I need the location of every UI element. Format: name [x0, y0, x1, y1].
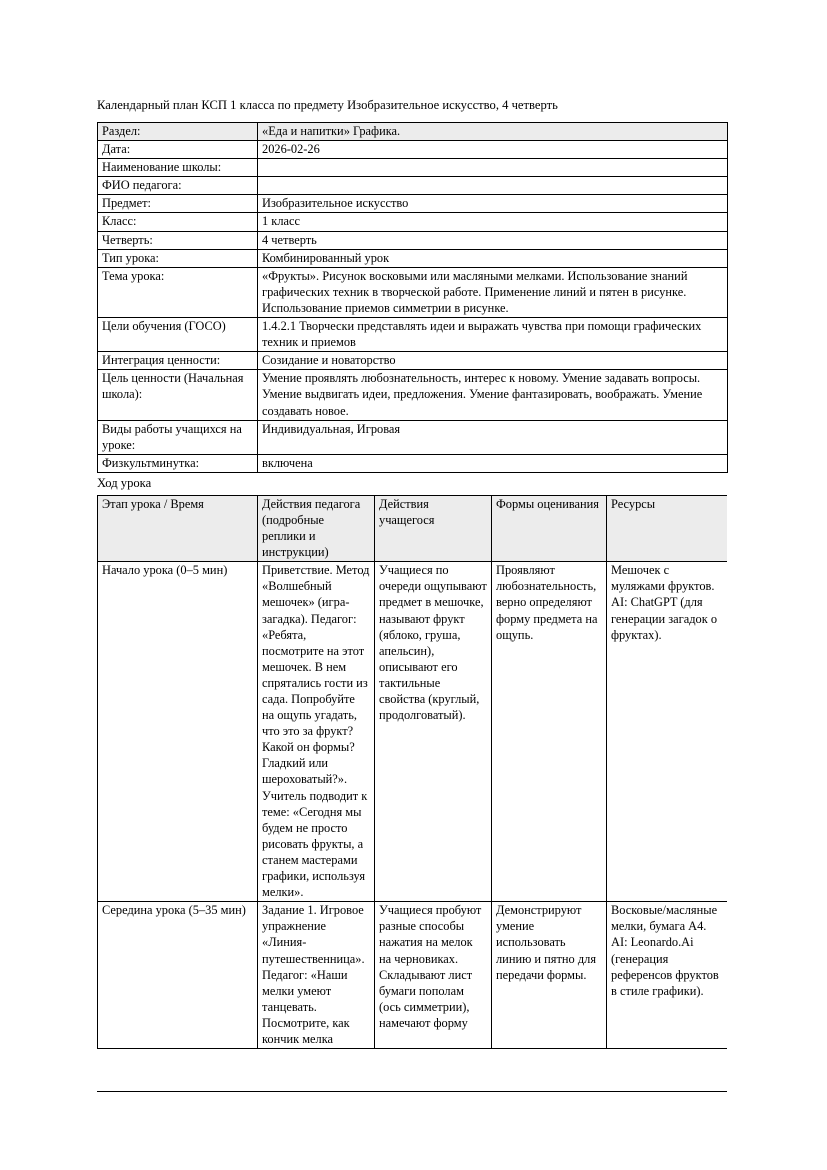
resources-cell: Восковые/масляные мелки, бумага A4. AI: Leonardo.Ai (генерация референсов фруктов в стиле графики).	[607, 902, 728, 1049]
teacher-actions-cell: Приветствие. Метод «Волшебный мешочек» (игра-загадка). Педагог: «Ребята, посмотрите на этот мешочек. В нем спрятались гости из сада. Попробуйте на ощупь угадать, что это за фрукт? Какой он формы? Гладкий или шероховатый?». Учитель подводит к теме: «Сегодня мы будем не просто рисовать фрукты, а станем мастерами графики, используя мелки».	[258, 562, 375, 902]
table-row	[98, 159, 728, 177]
lesson-flow-table-clip	[97, 495, 727, 1092]
column-header-resources: Ресурсы	[607, 495, 728, 561]
student-actions-cell: Учащиеся по очереди ощупывают предмет в мешочке, называют фрукт (яблоко, груша, апельсин), описывают его тактильные свойства (круглый, продолговатый).	[375, 562, 492, 902]
table-row	[98, 902, 728, 1049]
table-row	[98, 370, 728, 420]
teacher-actions-cell: Задание 1. Игровое упражнение «Линия-путешественница». Педагог: «Наши мелки умеют танцевать. Посмотрите, как кончик мелка	[258, 902, 375, 1049]
info-row-value: Комбинированный урок	[258, 249, 728, 267]
table-row	[98, 213, 728, 231]
info-row-value: 4 четверть	[258, 231, 728, 249]
info-row-label: Тип урока:	[98, 249, 258, 267]
table-row	[98, 141, 728, 159]
lesson-info-table	[97, 122, 728, 473]
page-title: Календарный план КСП 1 класса по предмету Изобразительное искусство, 4 четверть	[97, 98, 558, 112]
assessment-cell: Проявляют любознательность, верно определяют форму предмета на ощупь.	[492, 562, 607, 902]
table-row	[98, 454, 728, 472]
document-content	[97, 97, 727, 1092]
info-row-value: 1 класс	[258, 213, 728, 231]
header-row	[98, 495, 728, 561]
info-row-value: Созидание и новаторство	[258, 352, 728, 370]
info-row-label: Виды работы учащихся на уроке:	[98, 420, 258, 454]
info-row-label: Раздел:	[98, 123, 258, 141]
table-row	[98, 562, 728, 902]
student-actions-cell: Учащиеся пробуют разные способы нажатия на мелок на черновиках. Складывают лист бумаги пополам (ось симметрии), намечают форму	[375, 902, 492, 1049]
info-row-value: 2026-02-26	[258, 141, 728, 159]
table-row	[98, 249, 728, 267]
column-header-student: Действия учащегося	[375, 495, 492, 561]
table-row	[98, 318, 728, 352]
info-row-value: включена	[258, 454, 728, 472]
column-header-stage: Этап урока / Время	[98, 495, 258, 561]
info-row-label: ФИО педагога:	[98, 177, 258, 195]
table-row	[98, 231, 728, 249]
info-row-value: Изобразительное искусство	[258, 195, 728, 213]
info-row-value	[258, 177, 728, 195]
info-row-value: Умение проявлять любознательность, интерес к новому. Умение задавать вопросы. Умение выдвигать идеи, предложения. Умение фантазировать, воображать. Умение создавать новое.	[258, 370, 728, 420]
table-row	[98, 352, 728, 370]
info-row-value	[258, 159, 728, 177]
info-row-value: 1.4.2.1 Творчески представлять идеи и выражать чувства при помощи графических техник и приемов	[258, 318, 728, 352]
info-row-label: Класс:	[98, 213, 258, 231]
info-row-label: Интеграция ценности:	[98, 352, 258, 370]
resources-cell: Мешочек с муляжами фруктов. AI: ChatGPT (для генерации загадок о фруктах).	[607, 562, 728, 902]
info-row-label: Тема урока:	[98, 267, 258, 317]
lesson-flow-table	[97, 495, 727, 1049]
info-row-label: Физкультминутка:	[98, 454, 258, 472]
stage-cell: Начало урока (0–5 мин)	[98, 562, 258, 902]
column-header-teacher: Действия педагога (подробные реплики и инструкции)	[258, 495, 375, 561]
assessment-cell: Демонстрируют умение использовать линию и пятно для передачи формы.	[492, 902, 607, 1049]
table-row	[98, 123, 728, 141]
column-header-assessment: Формы оценивания	[492, 495, 607, 561]
info-row-label: Цели обучения (ГОСО)	[98, 318, 258, 352]
table-row	[98, 267, 728, 317]
info-row-value: «Еда и напитки» Графика.	[258, 123, 728, 141]
table-row	[98, 177, 728, 195]
section-heading: Ход урока	[97, 475, 152, 490]
table-row	[98, 195, 728, 213]
info-row-value: «Фрукты». Рисунок восковыми или масляными мелками. Использование знаний графических техник в творческой работе. Применение линий и пятен в рисунке. Использование приемов симметрии в рисунке.	[258, 267, 728, 317]
table-row	[98, 420, 728, 454]
info-row-label: Дата:	[98, 141, 258, 159]
info-row-label: Предмет:	[98, 195, 258, 213]
info-row-label: Наименование школы:	[98, 159, 258, 177]
info-row-label: Четверть:	[98, 231, 258, 249]
info-row-value: Индивидуальная, Игровая	[258, 420, 728, 454]
stage-cell: Середина урока (5–35 мин)	[98, 902, 258, 1049]
info-row-label: Цель ценности (Начальная школа):	[98, 370, 258, 420]
